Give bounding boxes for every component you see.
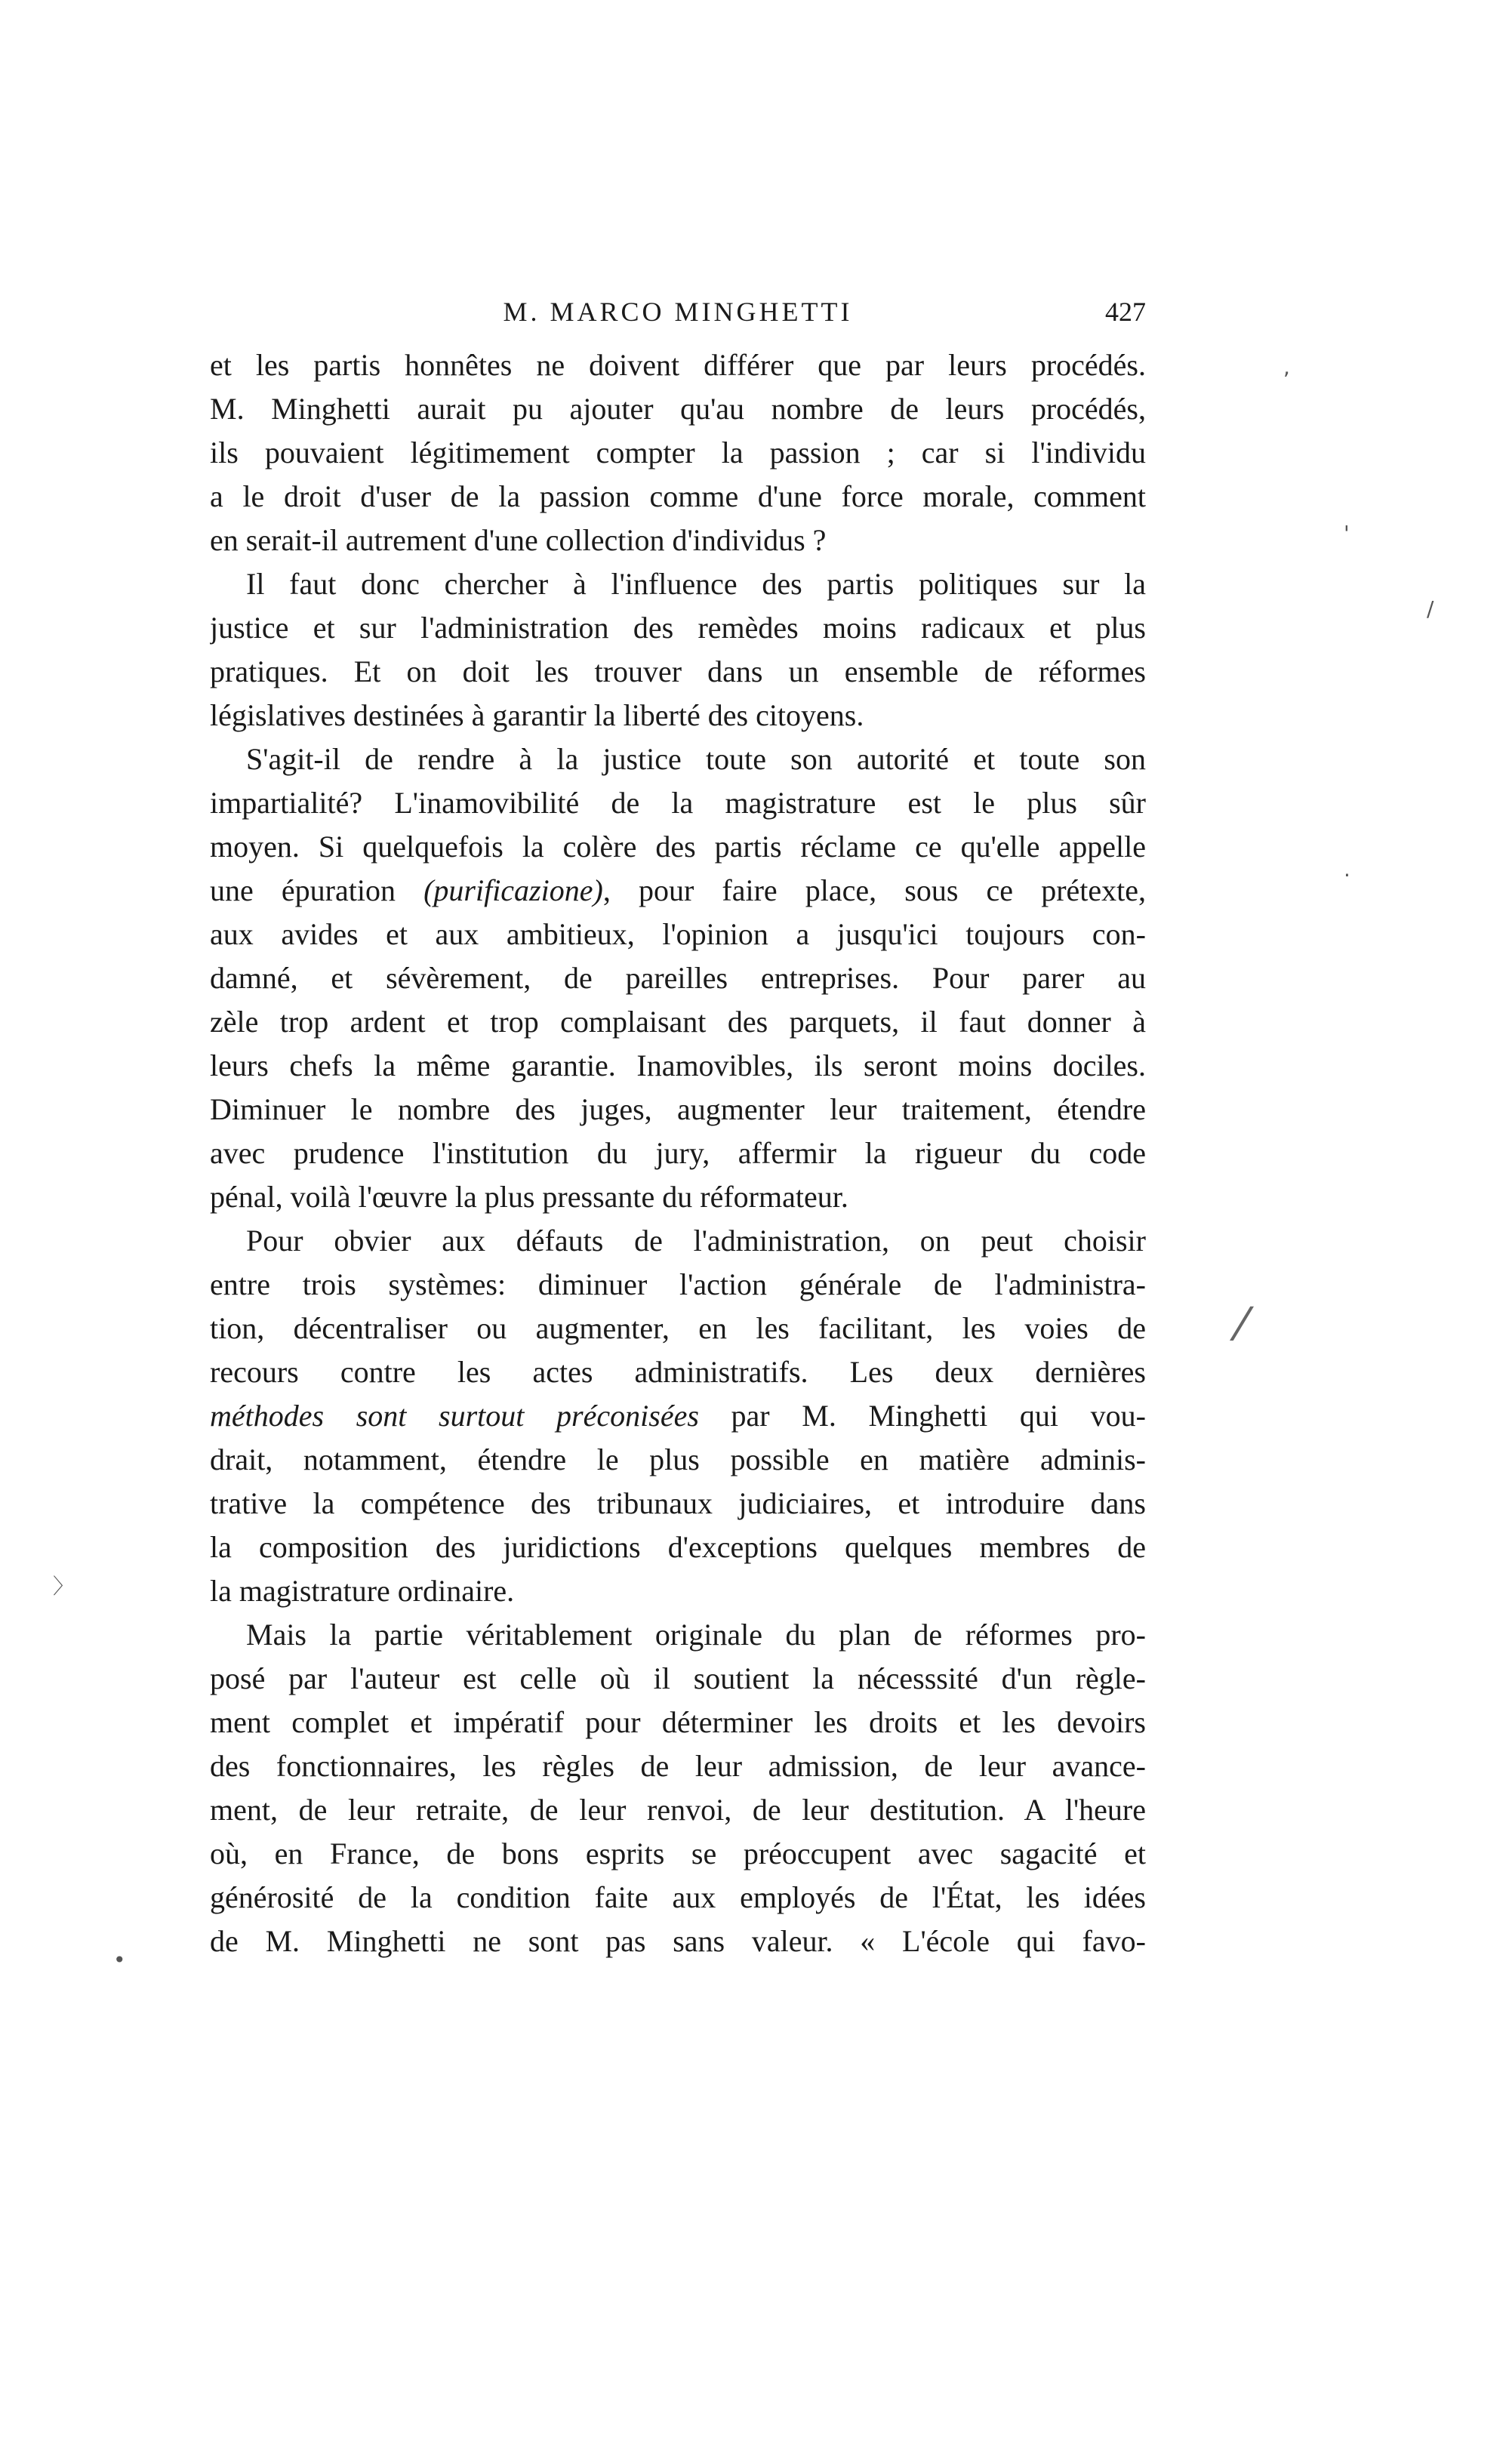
text-line: justice et sur l'administration des remèdes moins radicaux et plus — [210, 611, 1146, 645]
text-line: législatives destinées à garantir la liberté des citoyens. — [210, 698, 864, 732]
text-line: zèle trop ardent et trop complaisant des parquets, il faut donner à — [210, 1005, 1146, 1039]
text-line: leurs chefs la même garantie. Inamovibles, ils seront moins dociles. — [210, 1048, 1146, 1082]
body-text — [210, 343, 1146, 1963]
margin-speck: / — [1427, 596, 1434, 621]
text-line: a le droit d'user de la passion comme d'une force morale, comment — [210, 479, 1146, 513]
text-line: drait, notamment, étendre le plus possible en matière adminis- — [210, 1442, 1146, 1476]
text-line: posé par l'auteur est celle où il soutient la nécesssité d'un règle- — [210, 1661, 1146, 1695]
text-line: tion, décentraliser ou augmenter, en les facilitant, les voies de — [210, 1311, 1146, 1345]
margin-speck: • — [113, 1947, 126, 1972]
text-line: Diminuer le nombre des juges, augmenter leur traitement, étendre — [210, 1092, 1146, 1126]
text-line: S'agit-il de rendre à la justice toute son autorité et toute son — [246, 742, 1146, 776]
text-line: aux avides et aux ambitieux, l'opinion a jusqu'ici toujours con- — [210, 917, 1146, 951]
margin-speck: 〉 — [53, 1574, 75, 1599]
text-line: où, en France, de bons esprits se préoccupent avec sagacité et — [210, 1837, 1146, 1870]
margin-speck: ' — [1344, 521, 1350, 546]
text-line: la composition des juridictions d'exceptions quelques membres de — [210, 1530, 1146, 1564]
text-line: en serait-il autrement d'une collection d'individus ? — [210, 523, 827, 557]
text-line: moyen. Si quelquefois la colère des partis réclame ce qu'elle appelle — [210, 830, 1146, 864]
text-line: impartialité? L'inamovibilité de la magistrature est le plus sûr — [210, 786, 1146, 820]
text-line: trative la compétence des tribunaux judiciaires, et introduire dans — [210, 1486, 1146, 1520]
margin-speck: . — [1344, 857, 1350, 882]
running-head — [210, 293, 1146, 331]
text-line: ment complet et impératif pour déterminer les droits et les devoirs — [210, 1705, 1146, 1739]
margin-speck: , — [1283, 355, 1290, 380]
text-line: une épuration (purificazione), pour faire place, sous ce prétexte, — [210, 873, 1146, 907]
text-line: pénal, voilà l'œuvre la plus pressante du réformateur. — [210, 1180, 848, 1214]
running-title: M. MARCO MINGHETTI — [503, 297, 853, 327]
text-line: méthodes sont surtout préconisées par M. Minghetti qui vou- — [210, 1399, 1146, 1433]
text-line: damné, et sévèrement, de pareilles entreprises. Pour parer au — [210, 961, 1146, 995]
text-line: recours contre les actes administratifs. Les deux dernières — [210, 1355, 1146, 1389]
text-line: Il faut donc chercher à l'influence des partis politiques sur la — [246, 567, 1146, 601]
margin-pencil-mark: ⁄ — [1238, 1298, 1246, 1351]
text-line: générosité de la condition faite aux employés de l'État, les idées — [210, 1880, 1146, 1914]
text-line: entre trois systèmes: diminuer l'action générale de l'administra- — [210, 1267, 1146, 1301]
text-line: Mais la partie véritablement originale du plan de réformes pro- — [246, 1618, 1146, 1652]
text-line: Pour obvier aux défauts de l'administration, on peut choisir — [246, 1224, 1146, 1258]
text-line: ment, de leur retraite, de leur renvoi, de leur destitution. A l'heure — [210, 1793, 1146, 1827]
text-line: de M. Minghetti ne sont pas sans valeur. « L'école qui favo- — [210, 1924, 1146, 1958]
text-line: la magistrature ordinaire. — [210, 1574, 515, 1608]
text-line: avec prudence l'institution du jury, affermir la rigueur du code — [210, 1136, 1146, 1170]
text-line: pratiques. Et on doit les trouver dans un ensemble de réformes — [210, 654, 1146, 688]
text-line: et les partis honnêtes ne doivent différer que par leurs procédés. — [210, 348, 1146, 382]
text-line: ils pouvaient légitimement compter la passion ; car si l'individu — [210, 436, 1146, 470]
page-number: 427 — [1105, 297, 1146, 327]
text-line: des fonctionnaires, les règles de leur admission, de leur avance- — [210, 1749, 1146, 1783]
text-line: M. Minghetti aurait pu ajouter qu'au nombre de leurs procédés, — [210, 392, 1146, 426]
